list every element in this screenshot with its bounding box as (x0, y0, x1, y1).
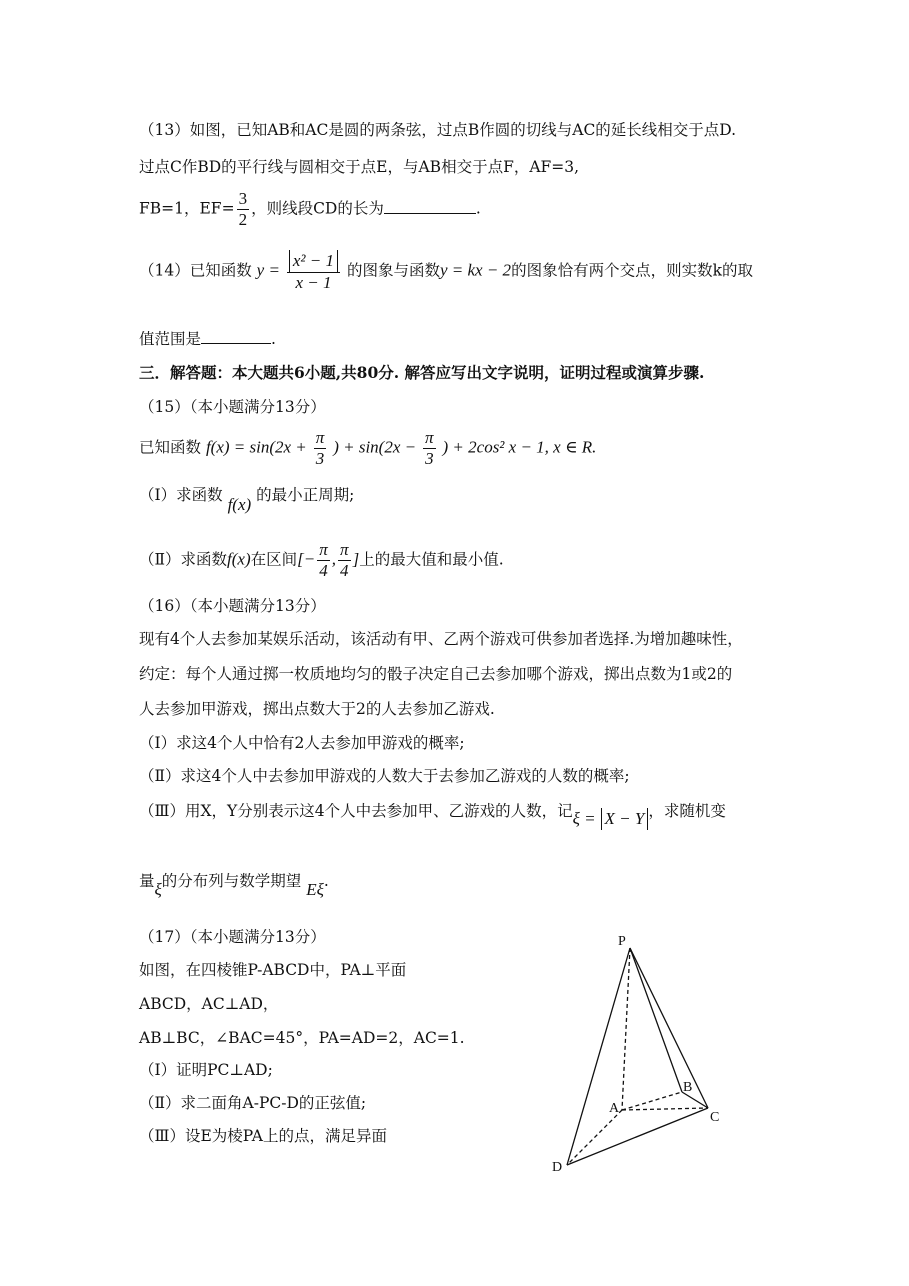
label-B: B (683, 1080, 693, 1095)
fraction-abs-x2-1-over-x-1: $\frac{\text{x² − 1}}{x - 1}$ (287, 250, 340, 293)
fraction-pi-4-b: $\frac{\pi}{4}$ (340, 540, 349, 580)
q15-part-2: （Ⅱ）求函数f(x)在区间[− $\frac{\pi}{4}$ , $\frac{\pi}{4}$ ]上的最大值和最小值. (139, 540, 504, 580)
q17-part-2: （Ⅱ）求二面角A-PC-D的正弦值; (139, 1094, 367, 1112)
fraction-pi-4-a: $\frac{\pi}{4}$ (319, 540, 328, 580)
q17-part-1: （Ⅰ）证明PC⊥AD; (139, 1061, 273, 1079)
fraction-pi-3-b: $\frac{\pi}{3}$ (425, 428, 434, 468)
edge-DC (567, 1108, 708, 1165)
q13-line-2: 过点C作BD的平行线与圆相交于点E，与AB相交于点F，AF=3, (139, 158, 580, 176)
edge-PD (567, 948, 630, 1165)
q17-line-1: 如图，在四棱锥P-ABCD中，PA⊥平面 (139, 961, 407, 979)
q17-line-2: ABCD，AC⊥AD， (139, 995, 279, 1013)
answer-blank-13 (384, 199, 476, 214)
answer-blank-14 (201, 329, 271, 344)
q17-line-3: AB⊥BC，∠BAC=45°，PA=AD=2，AC=1. (139, 1029, 465, 1047)
label-D: D (552, 1160, 563, 1175)
fraction-3-2: $\frac{3}{2}$ (238, 189, 248, 229)
label-P: P (618, 934, 626, 949)
label-A: A (609, 1101, 620, 1116)
pyramid-figure (545, 925, 735, 1175)
q16-part-2: （Ⅱ）求这4个人中去参加甲游戏的人数大于去参加乙游戏的人数的概率; (139, 767, 630, 785)
edge-AB (622, 1092, 682, 1110)
q17-header: （17）（本小题满分13分） (139, 928, 326, 946)
q16-last-line: 量ξ的分布列与数学期望 Eξ. (139, 872, 329, 899)
label-C: C (710, 1110, 720, 1125)
fraction-pi-3-a: $\frac{\pi}{3}$ (315, 428, 325, 468)
q14-line-1: （14）已知函数 y = $\frac{\text{x² − 1}}{x - 1}$ 的图象与函数y = kx − 2的图象恰有两个交点，则实数k的取 (139, 251, 753, 292)
q16-para-1: 现有4个人去参加某娱乐活动，该活动有甲、乙两个游戏可供参加者选择.为增加趣味性， (139, 630, 743, 648)
q13-line-1: （13）如图，已知AB和AC是圆的两条弦，过点B作圆的切线与AC的延长线相交于点D. (139, 121, 737, 139)
q15-part-1: （Ⅰ）求函数 f(x) 的最小正周期; (139, 486, 355, 514)
q16-para-2: 约定：每个人通过掷一枚质地均匀的骰子决定自己去参加哪个游戏，掷出点数为1或2的 (139, 665, 733, 683)
edge-PC (630, 948, 708, 1108)
section-3-heading: 三．解答题：本大题共6小题,共80分. 解答应写出文字说明，证明过程或演算步骤. (139, 363, 705, 382)
q16-header: （16）（本小题满分13分） (139, 597, 326, 615)
q15-header: （15）（本小题满分13分） (139, 398, 326, 416)
q15-statement: 已知函数 f(x) = sin(2x + $\frac{\pi}{3}$ ) + sin(2x − $\frac{\pi}{3}$ ) + 2cos² x − 1, x ∈ R. (139, 428, 597, 468)
q16-part-3: （Ⅲ）用X，Y分别表示这4个人中去参加甲、乙游戏的人数，记ξ = X − Y ，求随机变 (139, 802, 726, 828)
edge-PB (630, 948, 682, 1092)
q17-part-3: （Ⅲ）设E为棱PA上的点，满足异面 (139, 1127, 387, 1145)
edge-AC (622, 1108, 708, 1110)
q13-line-3: FB=1，EF= $\frac{3}{2}$ ，则线段CD的长为 . (139, 189, 481, 229)
q14-line-2: 值范围是 . (139, 330, 276, 348)
q16-part-1: （Ⅰ）求这4个人中恰有2人去参加甲游戏的概率; (139, 734, 465, 752)
q16-para-3: 人去参加甲游戏，掷出点数大于2的人去参加乙游戏. (139, 700, 495, 718)
